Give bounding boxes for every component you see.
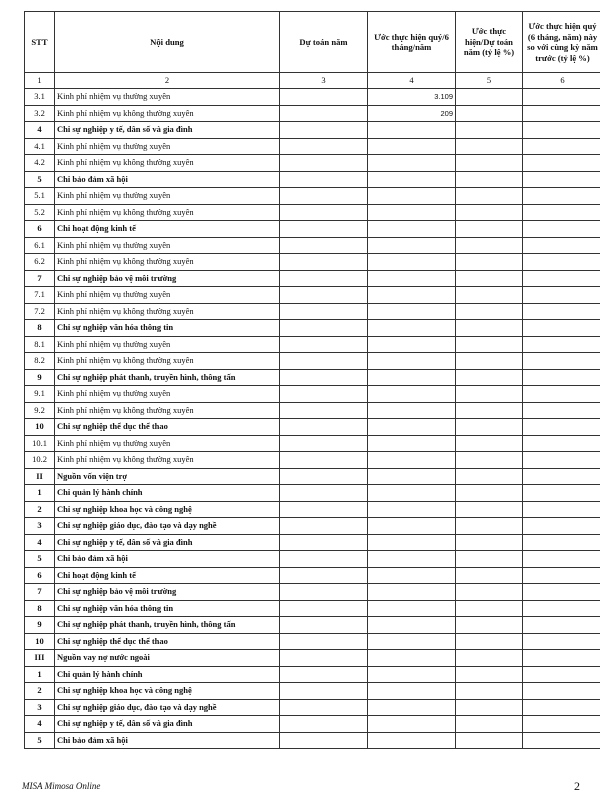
row-ratio-plan (456, 204, 523, 221)
row-estimate (280, 89, 368, 106)
row-estimate (280, 369, 368, 386)
row-ratio-prev (523, 402, 600, 419)
row-ratio-plan (456, 89, 523, 106)
row-content: Kinh phí nhiệm vụ không thường xuyên (55, 155, 280, 172)
table-row (25, 155, 600, 172)
row-estimate (280, 419, 368, 436)
row-actual (368, 567, 456, 584)
row-ratio-prev (523, 419, 600, 436)
row-estimate (280, 221, 368, 238)
header-estimate: Dự toán năm (280, 12, 368, 73)
row-content: Chi sự nghiệp thể dục thể thao (55, 633, 280, 650)
row-stt: 5 (25, 732, 55, 749)
row-content: Chi bảo đảm xã hội (55, 551, 280, 568)
row-estimate (280, 105, 368, 122)
row-stt: 2 (25, 683, 55, 700)
row-content: Kinh phí nhiệm vụ thường xuyên (55, 287, 280, 304)
row-ratio-plan (456, 105, 523, 122)
row-stt: III (25, 650, 55, 667)
row-ratio-prev (523, 188, 600, 205)
row-ratio-prev (523, 237, 600, 254)
table-row (25, 683, 600, 700)
row-ratio-prev (523, 567, 600, 584)
row-ratio-plan (456, 254, 523, 271)
page-number: 2 (574, 779, 580, 793)
row-stt: 7 (25, 270, 55, 287)
column-number: 1 (25, 73, 55, 89)
table-row (25, 254, 600, 271)
row-actual (368, 270, 456, 287)
row-estimate (280, 567, 368, 584)
row-actual (368, 320, 456, 337)
row-stt: 3 (25, 518, 55, 535)
row-actual (368, 402, 456, 419)
table-row (25, 600, 600, 617)
row-actual (368, 683, 456, 700)
row-ratio-plan (456, 171, 523, 188)
row-actual (368, 732, 456, 749)
row-actual (368, 303, 456, 320)
row-estimate (280, 435, 368, 452)
row-stt: 4 (25, 716, 55, 733)
row-estimate (280, 501, 368, 518)
row-stt: 1 (25, 485, 55, 502)
row-ratio-prev (523, 287, 600, 304)
row-actual (368, 204, 456, 221)
row-estimate (280, 353, 368, 370)
row-ratio-plan (456, 650, 523, 667)
header-actual: Ước thực hiện quý/6 tháng/năm (368, 12, 456, 73)
row-estimate (280, 683, 368, 700)
row-ratio-plan (456, 237, 523, 254)
row-stt: 9.2 (25, 402, 55, 419)
row-actual (368, 138, 456, 155)
row-ratio-prev (523, 270, 600, 287)
row-actual (368, 501, 456, 518)
row-stt: 10 (25, 419, 55, 436)
row-ratio-plan (456, 221, 523, 238)
row-ratio-prev (523, 353, 600, 370)
row-stt: 6 (25, 221, 55, 238)
row-stt: 10 (25, 633, 55, 650)
row-stt: 8 (25, 320, 55, 337)
row-stt: 4.2 (25, 155, 55, 172)
row-ratio-plan (456, 122, 523, 139)
row-ratio-prev (523, 138, 600, 155)
row-stt: 9.1 (25, 386, 55, 403)
column-number: 6 (523, 73, 600, 89)
row-estimate (280, 485, 368, 502)
footer-brand: MISA Mimosa Online (22, 781, 101, 791)
row-ratio-prev (523, 155, 600, 172)
row-estimate (280, 402, 368, 419)
table-row (25, 633, 600, 650)
table-row (25, 699, 600, 716)
row-content: Chi sự nghiệp phát thanh, truyền hình, thông tấn (55, 369, 280, 386)
table-row (25, 551, 600, 568)
row-actual: 3.109 (368, 89, 456, 106)
row-stt: 4 (25, 122, 55, 139)
row-estimate (280, 650, 368, 667)
row-ratio-prev (523, 699, 600, 716)
row-actual (368, 171, 456, 188)
table-row (25, 270, 600, 287)
table-row (25, 237, 600, 254)
table-row (25, 221, 600, 238)
table-row (25, 353, 600, 370)
row-content: Chi bảo đảm xã hội (55, 732, 280, 749)
row-content: Kinh phí nhiệm vụ không thường xuyên (55, 353, 280, 370)
table-row (25, 501, 600, 518)
row-ratio-plan (456, 485, 523, 502)
row-estimate (280, 732, 368, 749)
row-ratio-prev (523, 336, 600, 353)
row-ratio-plan (456, 534, 523, 551)
header-stt: STT (25, 12, 55, 73)
row-ratio-plan (456, 155, 523, 172)
row-ratio-prev (523, 369, 600, 386)
table-row (25, 138, 600, 155)
row-actual (368, 237, 456, 254)
row-actual (368, 353, 456, 370)
row-content: Kinh phí nhiệm vụ thường xuyên (55, 237, 280, 254)
row-ratio-prev (523, 221, 600, 238)
row-stt: II (25, 468, 55, 485)
row-stt: 8.2 (25, 353, 55, 370)
row-content: Chi sự nghiệp thể dục thể thao (55, 419, 280, 436)
row-content: Chi bảo đảm xã hội (55, 171, 280, 188)
row-estimate (280, 452, 368, 469)
table-row (25, 584, 600, 601)
row-actual (368, 122, 456, 139)
row-estimate (280, 518, 368, 535)
row-content: Chi sự nghiệp phát thanh, truyền hình, thông tấn (55, 617, 280, 634)
row-content: Kinh phí nhiệm vụ không thường xuyên (55, 303, 280, 320)
column-number: 5 (456, 73, 523, 89)
row-actual (368, 386, 456, 403)
row-actual (368, 584, 456, 601)
row-ratio-prev (523, 518, 600, 535)
row-actual (368, 221, 456, 238)
table-body (25, 73, 600, 749)
table-row (25, 188, 600, 205)
table-row (25, 386, 600, 403)
row-estimate (280, 188, 368, 205)
row-estimate (280, 204, 368, 221)
row-ratio-prev (523, 600, 600, 617)
row-content: Chi sự nghiệp y tế, dân số và gia đình (55, 122, 280, 139)
table-row (25, 287, 600, 304)
row-actual (368, 254, 456, 271)
row-actual (368, 633, 456, 650)
row-stt: 5.2 (25, 204, 55, 221)
row-ratio-plan (456, 320, 523, 337)
row-content: Chi sự nghiệp y tế, dân số và gia đình (55, 534, 280, 551)
row-ratio-prev (523, 122, 600, 139)
row-estimate (280, 303, 368, 320)
row-ratio-plan (456, 468, 523, 485)
row-ratio-prev (523, 452, 600, 469)
row-actual (368, 369, 456, 386)
row-content: Chi sự nghiệp y tế, dân số và gia đình (55, 716, 280, 733)
row-ratio-prev (523, 485, 600, 502)
row-estimate (280, 287, 368, 304)
row-actual (368, 452, 456, 469)
table-row (25, 732, 600, 749)
table-row (25, 518, 600, 535)
table-row (25, 435, 600, 452)
table-row (25, 320, 600, 337)
row-stt: 7 (25, 584, 55, 601)
row-estimate (280, 617, 368, 634)
row-actual (368, 518, 456, 535)
table-row (25, 468, 600, 485)
row-ratio-plan (456, 287, 523, 304)
table-row (25, 617, 600, 634)
row-stt: 4 (25, 534, 55, 551)
row-ratio-plan (456, 369, 523, 386)
row-ratio-plan (456, 138, 523, 155)
row-ratio-prev (523, 468, 600, 485)
row-ratio-prev (523, 501, 600, 518)
row-stt: 8.1 (25, 336, 55, 353)
row-actual (368, 435, 456, 452)
row-content: Chi sự nghiệp bảo vệ môi trường (55, 584, 280, 601)
row-estimate (280, 320, 368, 337)
row-stt: 5 (25, 171, 55, 188)
row-ratio-prev (523, 254, 600, 271)
row-ratio-plan (456, 386, 523, 403)
row-stt: 7.1 (25, 287, 55, 304)
table-row (25, 89, 600, 106)
row-content: Kinh phí nhiệm vụ thường xuyên (55, 188, 280, 205)
row-ratio-plan (456, 435, 523, 452)
row-stt: 1 (25, 666, 55, 683)
row-ratio-plan (456, 303, 523, 320)
table-row (25, 204, 600, 221)
row-content: Chi quản lý hành chính (55, 485, 280, 502)
row-actual (368, 551, 456, 568)
table-row (25, 171, 600, 188)
budget-report-table (24, 11, 600, 749)
row-content: Chi hoạt động kinh tế (55, 221, 280, 238)
header-ratio-prev: Ước thực hiện quý (6 tháng, năm) này so với cùng kỳ năm trước (tỷ lệ %) (523, 12, 600, 73)
row-content: Chi sự nghiệp văn hóa thông tin (55, 320, 280, 337)
row-ratio-plan (456, 567, 523, 584)
row-content: Kinh phí nhiệm vụ không thường xuyên (55, 452, 280, 469)
row-content: Chi sự nghiệp văn hóa thông tin (55, 600, 280, 617)
row-stt: 3 (25, 699, 55, 716)
row-actual (368, 534, 456, 551)
row-stt: 5.1 (25, 188, 55, 205)
row-estimate (280, 468, 368, 485)
row-content: Chi hoạt động kinh tế (55, 567, 280, 584)
row-ratio-plan (456, 452, 523, 469)
row-estimate (280, 270, 368, 287)
row-ratio-prev (523, 683, 600, 700)
row-ratio-prev (523, 633, 600, 650)
row-content: Chi sự nghiệp giáo dục, đào tạo và dạy nghề (55, 699, 280, 716)
header-content: Nội dung (55, 12, 280, 73)
row-content: Nguồn vốn viện trợ (55, 468, 280, 485)
column-number: 2 (55, 73, 280, 89)
row-ratio-plan (456, 336, 523, 353)
row-actual (368, 716, 456, 733)
table-row (25, 666, 600, 683)
row-ratio-prev (523, 732, 600, 749)
row-actual: 209 (368, 105, 456, 122)
row-actual (368, 155, 456, 172)
row-content: Kinh phí nhiệm vụ không thường xuyên (55, 204, 280, 221)
row-stt: 6.2 (25, 254, 55, 271)
row-estimate (280, 534, 368, 551)
table-row (25, 105, 600, 122)
row-actual (368, 600, 456, 617)
row-ratio-prev (523, 320, 600, 337)
row-estimate (280, 138, 368, 155)
row-actual (368, 617, 456, 634)
row-ratio-plan (456, 188, 523, 205)
row-ratio-plan (456, 732, 523, 749)
row-ratio-plan (456, 617, 523, 634)
row-content: Kinh phí nhiệm vụ thường xuyên (55, 386, 280, 403)
row-ratio-plan (456, 551, 523, 568)
row-estimate (280, 600, 368, 617)
table-row (25, 122, 600, 139)
column-number: 3 (280, 73, 368, 89)
row-ratio-prev (523, 650, 600, 667)
row-estimate (280, 633, 368, 650)
table-row (25, 485, 600, 502)
row-estimate (280, 122, 368, 139)
row-estimate (280, 386, 368, 403)
row-ratio-prev (523, 716, 600, 733)
row-ratio-prev (523, 534, 600, 551)
row-estimate (280, 336, 368, 353)
row-ratio-plan (456, 716, 523, 733)
row-content: Kinh phí nhiệm vụ thường xuyên (55, 435, 280, 452)
row-actual (368, 188, 456, 205)
column-number-row (25, 73, 600, 89)
row-estimate (280, 237, 368, 254)
row-estimate (280, 584, 368, 601)
row-content: Chi sự nghiệp khoa học và công nghệ (55, 683, 280, 700)
row-stt: 7.2 (25, 303, 55, 320)
row-estimate (280, 551, 368, 568)
row-stt: 3.2 (25, 105, 55, 122)
row-ratio-prev (523, 584, 600, 601)
row-stt: 6.1 (25, 237, 55, 254)
row-actual (368, 650, 456, 667)
row-estimate (280, 171, 368, 188)
row-ratio-plan (456, 683, 523, 700)
row-ratio-prev (523, 105, 600, 122)
row-ratio-plan (456, 353, 523, 370)
row-ratio-prev (523, 551, 600, 568)
row-ratio-plan (456, 584, 523, 601)
row-content: Kinh phí nhiệm vụ không thường xuyên (55, 105, 280, 122)
table-row (25, 369, 600, 386)
row-content: Chi quản lý hành chính (55, 666, 280, 683)
row-actual (368, 699, 456, 716)
row-stt: 8 (25, 600, 55, 617)
row-stt: 5 (25, 551, 55, 568)
row-actual (368, 419, 456, 436)
row-ratio-prev (523, 89, 600, 106)
table-row (25, 534, 600, 551)
row-content: Nguồn vay nợ nước ngoài (55, 650, 280, 667)
table-row (25, 402, 600, 419)
row-ratio-plan (456, 419, 523, 436)
row-ratio-plan (456, 402, 523, 419)
row-ratio-plan (456, 270, 523, 287)
row-content: Kinh phí nhiệm vụ thường xuyên (55, 138, 280, 155)
row-stt: 2 (25, 501, 55, 518)
row-actual (368, 468, 456, 485)
row-ratio-plan (456, 666, 523, 683)
row-ratio-plan (456, 699, 523, 716)
row-ratio-prev (523, 435, 600, 452)
row-ratio-plan (456, 600, 523, 617)
row-stt: 9 (25, 369, 55, 386)
table-row (25, 650, 600, 667)
table-row (25, 452, 600, 469)
row-stt: 4.1 (25, 138, 55, 155)
table-row (25, 419, 600, 436)
row-content: Kinh phí nhiệm vụ thường xuyên (55, 336, 280, 353)
row-content: Kinh phí nhiệm vụ thường xuyên (55, 89, 280, 106)
header-ratio-plan: Ước thực hiện/Dự toán năm (tỷ lệ %) (456, 12, 523, 73)
row-estimate (280, 699, 368, 716)
row-content: Chi sự nghiệp bảo vệ môi trường (55, 270, 280, 287)
row-estimate (280, 716, 368, 733)
row-estimate (280, 254, 368, 271)
row-ratio-prev (523, 666, 600, 683)
row-stt: 6 (25, 567, 55, 584)
row-ratio-prev (523, 171, 600, 188)
row-content: Chi sự nghiệp khoa học và công nghệ (55, 501, 280, 518)
row-actual (368, 666, 456, 683)
row-content: Chi sự nghiệp giáo dục, đào tạo và dạy nghề (55, 518, 280, 535)
row-ratio-plan (456, 501, 523, 518)
row-ratio-prev (523, 204, 600, 221)
table-row (25, 303, 600, 320)
row-estimate (280, 666, 368, 683)
column-number: 4 (368, 73, 456, 89)
row-stt: 9 (25, 617, 55, 634)
row-content: Kinh phí nhiệm vụ không thường xuyên (55, 254, 280, 271)
row-estimate (280, 155, 368, 172)
row-ratio-plan (456, 633, 523, 650)
row-ratio-prev (523, 386, 600, 403)
table-row (25, 716, 600, 733)
row-ratio-plan (456, 518, 523, 535)
row-content: Kinh phí nhiệm vụ không thường xuyên (55, 402, 280, 419)
row-stt: 10.1 (25, 435, 55, 452)
row-stt: 10.2 (25, 452, 55, 469)
table-row (25, 336, 600, 353)
row-actual (368, 485, 456, 502)
row-actual (368, 287, 456, 304)
row-stt: 3.1 (25, 89, 55, 106)
table-header-row (25, 12, 600, 73)
row-ratio-prev (523, 617, 600, 634)
table-row (25, 567, 600, 584)
row-ratio-prev (523, 303, 600, 320)
row-actual (368, 336, 456, 353)
